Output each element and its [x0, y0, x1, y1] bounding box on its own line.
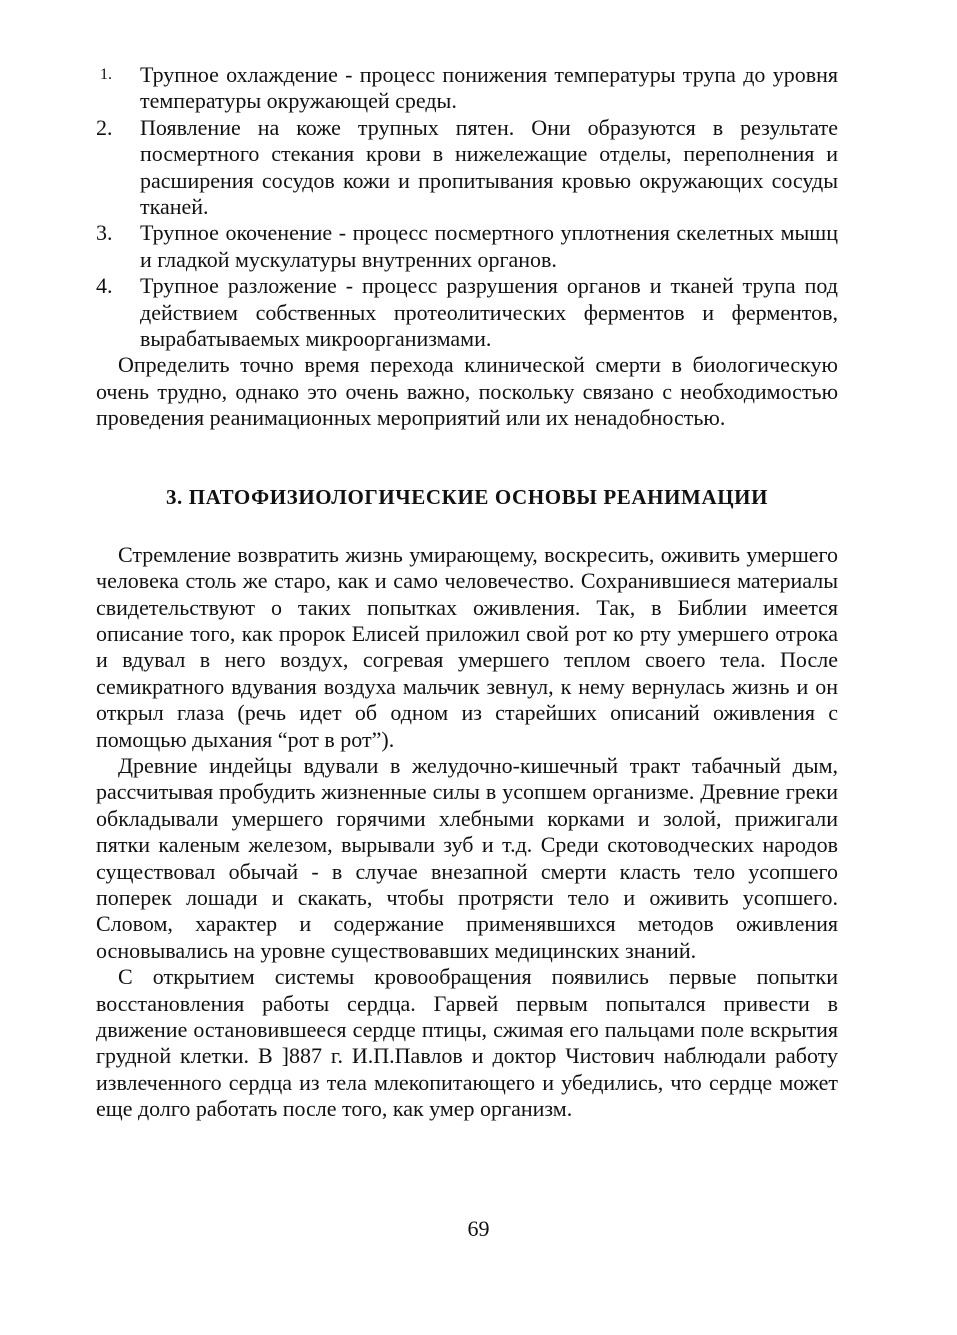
list-item [96, 115, 838, 221]
list-item-text: Появление на коже трупных пятен. Они образуются в результате посмертного стекания крови в нижележащие отделы, переполнения и расширения сосудов кожи и пропитывания кровью окружающих сосуды тканей. [140, 114, 838, 220]
list-item [96, 62, 838, 115]
intro-paragraph: Определить точно время перехода клинической смерти в биологическую очень трудно, однако это очень важно, поскольку связано с необходимостью проведения реанимационных мероприятий или их ненадобностью. [96, 352, 838, 431]
list-item-number: 4. [96, 273, 113, 299]
list-item-text: Трупное охлаждение - процесс понижения температуры трупа до уровня температуры окружающей среды. [140, 62, 838, 114]
page-number: 69 [467, 1216, 490, 1241]
list-item [96, 220, 838, 273]
document-page [96, 62, 838, 1123]
list-item [96, 273, 838, 352]
list-item-number: 3. [96, 220, 113, 246]
list-item-number: 1. [100, 66, 112, 83]
list-item-number: 2. [96, 114, 113, 140]
body-paragraph: Стремление возвратить жизнь умирающему, воскресить, оживить умершего человека столь же старо, как и само человечество. Сохранившиеся материалы свидетельствуют о таких попытках оживления. Так, в Библии имеется описание того, как пророк Елисей приложил свой рот ко рту умершего отрока и вдувал в него воздух, согревая умершего теплом своего тела. После семикратного вдувания воздуха мальчик зевнул, к нему вернулась жизнь и он открыл глаза (речь идет об одном из старейших описаний оживления с помощью дыхания “рот в рот”). [96, 541, 838, 752]
list-item-text: Трупное разложение - процесс разрушения органов и тканей трупа под действием собственных протеолитических ферментов и ферментов, вырабатываемых микроорганизмами. [140, 273, 838, 352]
postmortem-signs-list [96, 62, 838, 352]
section-title: 3. ПАТОФИЗИОЛОГИЧЕСКИЕ ОСНОВЫ РЕАНИМАЦИИ [165, 484, 769, 509]
body-paragraph: Древние индейцы вдували в желудочно-кишечный тракт табачный дым, рассчитывая пробудить жизненные силы в усопшем организме. Древние греки обкладывали умершего горячими хлебными корками и золой, прижигали пятки каленым железом, вырывали зуб и т.д. Среди скотоводческих народов существовал обычай - в случае внезапной смерти класть тело усопшего поперек лошади и скакать, чтобы протрясти тело и оживить усопшего. Словом, характер и содержание применявшихся методов оживления основывались на уровне существовавших медицинских знаний. [96, 752, 838, 963]
list-item-text: Трупное окоченение - процесс посмертного уплотнения скелетных мышц и гладкой мускулатуры внутренних органов. [140, 220, 838, 272]
body-paragraph: С открытием системы кровообращения появились первые попытки восстановления работы сердца. Гарвей первым попытался привести в движение остановившееся сердце птицы, сжимая его пальцами поле вскрытия грудной клетки. В ]887 г. И.П.Павлов и доктор Чистович наблюдали работу извлеченного сердца из тела млекопитающего и убедились, что сердце может еще долго работать после того, как умер организм. [96, 964, 838, 1122]
